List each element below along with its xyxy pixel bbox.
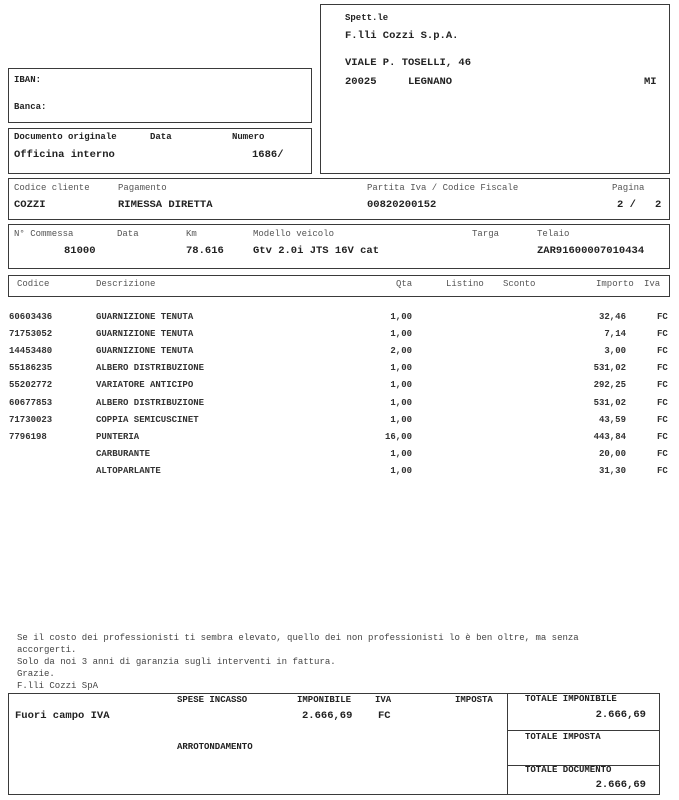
note-line-1: Se il costo dei professionisti ti sembra elevato, quello dei non professionisti lo è ben oltre, ma senza xyxy=(17,633,579,643)
cell-code: 71753052 xyxy=(9,329,53,340)
recipient-salutation: Spett.le xyxy=(345,13,389,23)
total-document-label: TOTALE DOCUMENTO xyxy=(525,765,612,775)
cell-code: 55186235 xyxy=(9,363,53,374)
cell-code: 14453480 xyxy=(9,346,53,357)
original-doc-value: Officina interno xyxy=(14,149,115,161)
bank-label: Banca: xyxy=(14,102,47,112)
table-row xyxy=(0,449,679,465)
cell-description: GUARNIZIONE TENUTA xyxy=(96,346,194,357)
chassis-label: Telaio xyxy=(537,229,570,239)
collection-fees-label: SPESE INCASSO xyxy=(177,695,248,705)
cell-qty: 1,00 xyxy=(390,329,412,340)
order-number-value: 81000 xyxy=(64,245,96,257)
col-header-vat: Iva xyxy=(644,279,661,289)
cell-qty: 1,00 xyxy=(390,414,412,425)
bank-box xyxy=(8,68,312,123)
cell-amount: 531,02 xyxy=(593,363,626,374)
total-taxable-label: TOTALE IMPONIBILE xyxy=(525,694,617,704)
cell-description: ALBERO DISTRIBUZIONE xyxy=(96,397,205,408)
recipient-street: VIALE P. TOSELLI, 46 xyxy=(345,57,472,69)
cell-vat: FC xyxy=(657,397,668,408)
cell-description: GUARNIZIONE TENUTA xyxy=(96,312,194,322)
cell-description: CARBURANTE xyxy=(96,448,151,459)
summary-vat-label: IVA xyxy=(375,695,392,705)
table-row xyxy=(0,466,679,482)
recipient-province: MI xyxy=(644,76,657,88)
col-header-code: Codice xyxy=(17,279,50,289)
cell-qty: 1,00 xyxy=(390,380,412,391)
chassis-value: ZAR91600007010434 xyxy=(537,245,645,257)
customer-box xyxy=(8,178,670,220)
cell-description: PUNTERIA xyxy=(96,431,140,442)
cell-description: ALTOPARLANTE xyxy=(96,465,161,476)
table-row xyxy=(0,329,679,345)
cell-vat: FC xyxy=(657,431,668,442)
taxable-label: IMPONIBILE xyxy=(297,695,352,705)
recipient-city: LEGNANO xyxy=(408,76,453,88)
original-number-label: Numero xyxy=(232,132,265,142)
vehicle-model-value: Gtv 2.0i JTS 16V cat xyxy=(253,245,380,257)
table-row xyxy=(0,398,679,414)
cell-amount: 292,25 xyxy=(593,380,626,391)
page-current: 2 / xyxy=(617,199,636,211)
order-number-label: N° Commessa xyxy=(14,229,74,239)
cell-amount: 3,00 xyxy=(604,346,626,357)
cell-code: 71730023 xyxy=(9,414,53,425)
cell-code: 60677853 xyxy=(9,397,53,408)
total-document-value: 2.666,69 xyxy=(595,779,646,791)
vehicle-date-label: Data xyxy=(117,229,139,239)
page-total: 2 xyxy=(655,199,662,211)
cell-vat: FC xyxy=(657,448,668,459)
cell-vat: FC xyxy=(657,380,668,391)
cell-amount: 20,00 xyxy=(598,448,626,459)
summary-box xyxy=(8,693,508,795)
cell-vat: FC xyxy=(657,346,668,357)
km-value: 78.616 xyxy=(186,245,224,257)
total-taxable-value: 2.666,69 xyxy=(595,709,646,721)
iban-label: IBAN: xyxy=(14,75,42,85)
table-row xyxy=(0,312,679,328)
cell-description: VARIATORE ANTICIPO xyxy=(96,380,194,391)
original-doc-label: Documento originale xyxy=(14,132,117,142)
cell-qty: 1,00 xyxy=(390,465,412,476)
note-line-3: Solo da noi 3 anni di garanzia sugli interventi in fattura. xyxy=(17,657,336,667)
payment-value: RIMESSA DIRETTA xyxy=(118,199,213,211)
cell-amount: 43,59 xyxy=(598,414,626,425)
total-tax-label: TOTALE IMPOSTA xyxy=(525,732,601,742)
customer-code-label: Codice cliente xyxy=(14,183,90,193)
table-row xyxy=(0,432,679,448)
cell-code: 55202772 xyxy=(9,380,53,391)
cell-vat: FC xyxy=(657,363,668,374)
col-header-discount: Sconto xyxy=(503,279,536,289)
original-number-value: 1686/ xyxy=(252,149,284,161)
col-header-list: Listino xyxy=(446,279,484,289)
tax-label: IMPOSTA xyxy=(455,695,493,705)
cell-amount: 7,14 xyxy=(604,329,626,340)
note-line-4: Grazie. xyxy=(17,669,55,679)
col-header-description: Descrizione xyxy=(96,279,156,289)
original-date-label: Data xyxy=(150,132,172,142)
cell-amount: 531,02 xyxy=(593,397,626,408)
km-label: Km xyxy=(186,229,197,239)
table-row xyxy=(0,363,679,379)
vehicle-model-label: Modello veicolo xyxy=(253,229,335,239)
customer-code-value: COZZI xyxy=(14,199,46,211)
table-row xyxy=(0,380,679,396)
rounding-label: ARROTONDAMENTO xyxy=(177,742,253,752)
recipient-zip: 20025 xyxy=(345,76,377,88)
col-header-amount: Importo xyxy=(596,279,634,289)
cell-vat: FC xyxy=(657,465,668,476)
note-line-2: accorgerti. xyxy=(17,645,77,655)
note-line-5: F.lli Cozzi SpA xyxy=(17,681,99,691)
cell-qty: 16,00 xyxy=(384,431,412,442)
recipient-company: F.lli Cozzi S.p.A. xyxy=(345,30,459,42)
table-row xyxy=(0,346,679,362)
col-header-qty: Qta xyxy=(396,279,413,289)
vat-number-label: Partita Iva / Codice Fiscale xyxy=(367,183,519,193)
page-label: Pagina xyxy=(612,183,645,193)
cell-description: ALBERO DISTRIBUZIONE xyxy=(96,363,205,374)
cell-amount: 443,84 xyxy=(593,431,626,442)
payment-label: Pagamento xyxy=(118,183,167,193)
totals-divider xyxy=(507,730,660,731)
vat-regime: Fuori campo IVA xyxy=(15,710,110,722)
cell-qty: 1,00 xyxy=(390,312,412,322)
summary-vat-value: FC xyxy=(378,710,391,722)
cell-vat: FC xyxy=(657,329,668,340)
cell-qty: 1,00 xyxy=(390,397,412,408)
cell-description: COPPIA SEMICUSCINET xyxy=(96,414,199,425)
cell-amount: 32,46 xyxy=(598,312,626,322)
cell-code: 7796198 xyxy=(9,431,47,442)
cell-vat: FC xyxy=(657,414,668,425)
cell-amount: 31,30 xyxy=(598,465,626,476)
cell-qty: 2,00 xyxy=(390,346,412,357)
cell-qty: 1,00 xyxy=(390,363,412,374)
cell-vat: FC xyxy=(657,312,668,322)
cell-description: GUARNIZIONE TENUTA xyxy=(96,329,194,340)
plate-label: Targa xyxy=(472,229,500,239)
cell-code: 60603436 xyxy=(9,312,53,322)
cell-qty: 1,00 xyxy=(390,448,412,459)
taxable-value: 2.666,69 xyxy=(302,710,353,722)
vat-number-value: 00820200152 xyxy=(367,199,437,211)
table-row xyxy=(0,415,679,431)
